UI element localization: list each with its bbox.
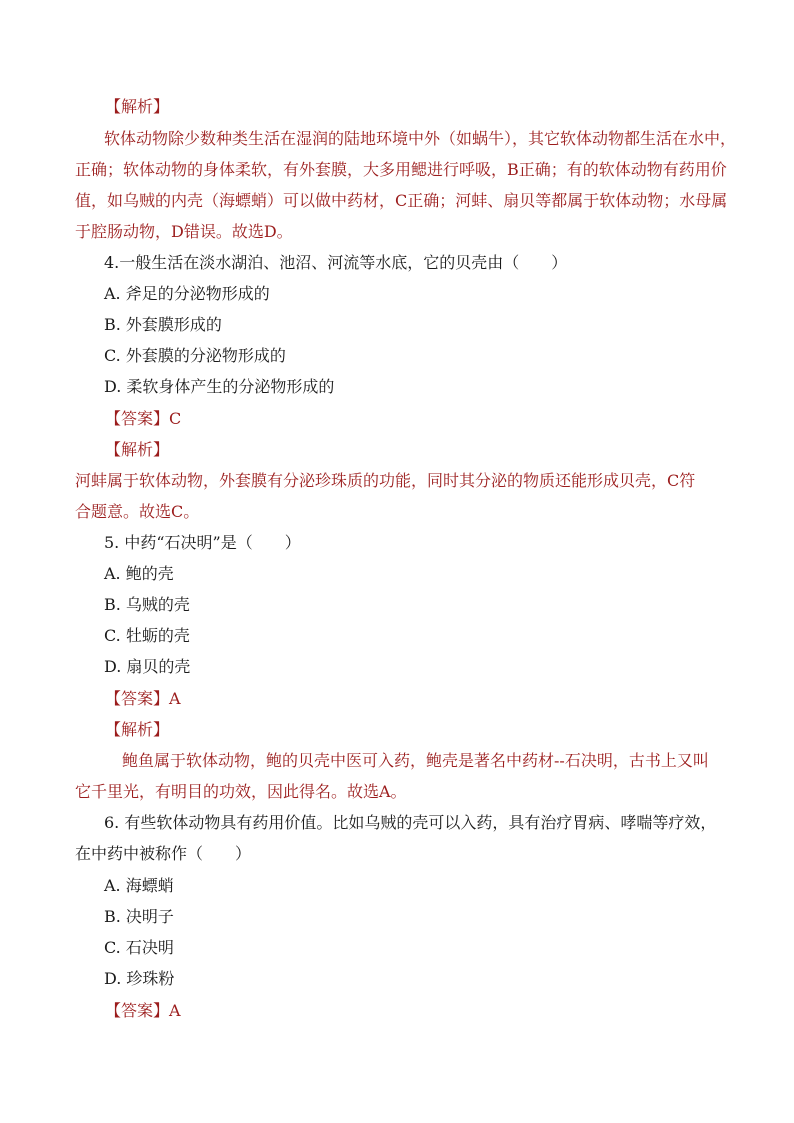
- answer-tag: 【答案】: [105, 409, 170, 428]
- answer-tag: 【答案】: [105, 689, 170, 708]
- q5-option-a: A. 鲍的壳: [104, 564, 174, 583]
- q6-option-d: D. 珍珠粉: [104, 969, 175, 988]
- q4-answer: [105, 409, 181, 429]
- q6-option-b: B. 决明子: [104, 907, 174, 926]
- analysis-line: 值，如乌贼的内壳（海螵蛸）可以做中药材，C正确；河蚌、扇贝等都属于软体动物；水母属: [75, 191, 728, 210]
- q5-answer: [105, 689, 181, 709]
- q4-option-b: B. 外套膜形成的: [104, 315, 222, 334]
- analysis-line: 它千里光，有明目的功效，因此得名。故选A。: [75, 782, 407, 801]
- analysis-line: 合题意。故选C。: [75, 502, 200, 521]
- answer-tag: 【答案】: [105, 1001, 170, 1020]
- q4-option-c: C. 外套膜的分泌物形成的: [104, 346, 286, 365]
- answer-value: A: [169, 1001, 181, 1020]
- q6-answer: [105, 1001, 181, 1021]
- q6-option-a: A. 海螵蛸: [104, 876, 174, 895]
- analysis-tag: 【解析】: [105, 720, 170, 739]
- q5-option-c: C. 牡蛎的壳: [104, 626, 190, 645]
- question-6: 6. 有些软体动物具有药用价值。比如乌贼的壳可以入药，具有治疗胃病、哮喘等疗效，: [104, 813, 717, 832]
- analysis-tag: 【解析】: [105, 97, 170, 116]
- q4-option-a: A. 斧足的分泌物形成的: [104, 284, 270, 303]
- q5-option-b: B. 乌贼的壳: [104, 595, 190, 614]
- question-5: 5. 中药“石决明”是（ ）: [104, 533, 301, 552]
- q5-option-d: D. 扇贝的壳: [104, 657, 191, 676]
- analysis-line: 软体动物除少数种类生活在湿润的陆地环境中外（如蜗牛），其它软体动物都生活在水中，: [104, 129, 737, 148]
- question-6-cont: 在中药中被称作（ ）: [75, 844, 252, 863]
- q4-option-d: D. 柔软身体产生的分泌物形成的: [104, 377, 335, 396]
- question-4: 4.一般生活在淡水湖泊、池沼、河流等水底，它的贝壳由（ ）: [104, 253, 568, 272]
- analysis-line: 鲍鱼属于软体动物，鲍的贝壳中医可入药，鲍壳是著名中药材--石决明，古书上又叫: [122, 751, 709, 770]
- analysis-line: 于腔肠动物，D错误。故选D。: [75, 222, 293, 241]
- q6-option-c: C. 石决明: [104, 938, 174, 957]
- analysis-line: 河蚌属于软体动物，外套膜有分泌珍珠质的功能，同时其分泌的物质还能形成贝壳，C符: [75, 471, 696, 490]
- answer-value: A: [169, 689, 181, 708]
- analysis-line: 正确；软体动物的身体柔软，有外套膜，大多用鳃进行呼吸，B正确；有的软体动物有药用价: [75, 160, 727, 179]
- answer-value: C: [169, 409, 182, 428]
- analysis-tag: 【解析】: [105, 440, 170, 459]
